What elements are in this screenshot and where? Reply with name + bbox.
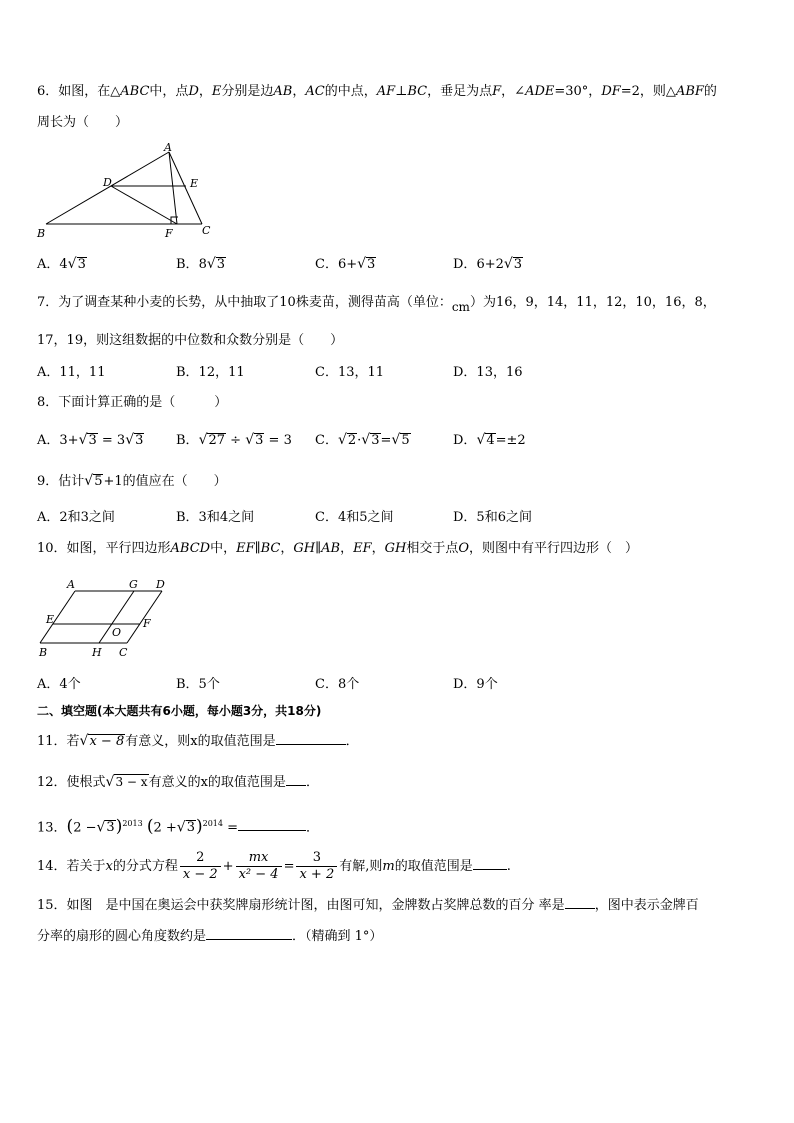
q12-stem: 12．使根式√3 − x有意义的x的取值范围是 ． (37, 774, 319, 790)
q8-option-c[interactable]: C．√2·√3=√5 (315, 432, 410, 448)
q8-option-b[interactable]: B．√27 ÷ √3 = 3 (176, 432, 292, 448)
fraction-2: $\frac{mx}{\text{x² − 4}}$ (236, 850, 282, 883)
q13-stem: 13．$(2 -√3)^{2013}$ $(2 +√3)^{2014}$ = ． (37, 816, 320, 837)
q6-stem-line2: 周长为（ ） (37, 115, 129, 130)
section-2-heading: 二、填空题(本大题共有6小题，每小题3分，共18分) (37, 704, 322, 718)
label-d: D (103, 176, 112, 189)
q10-option-b[interactable]: B．5个 (176, 677, 220, 692)
q15-answer-blank-2[interactable] (206, 927, 292, 940)
label-a: A (164, 141, 172, 154)
label-c: C (202, 224, 211, 237)
q9-stem: 9．估计√5+1的值应在（ ） (37, 473, 227, 489)
q12-answer-blank[interactable] (286, 773, 306, 786)
q9-option-a[interactable]: A．2和3之间 (37, 510, 115, 525)
q6-option-c[interactable]: C．6+√3 (315, 256, 376, 272)
label-a: A (67, 578, 75, 591)
q7-option-b[interactable]: B．12，11 (176, 365, 245, 380)
label-o: O (112, 626, 122, 639)
label-d: D (156, 578, 165, 591)
q10-parallelogram-figure (34, 574, 184, 660)
q10-option-a[interactable]: A．4个 (37, 677, 81, 692)
q6-option-d[interactable]: D．6+2√3 (453, 256, 523, 272)
q8-option-a[interactable]: A．3+√3 = 3√3 (37, 432, 144, 448)
q7-option-d[interactable]: D．13，16 (453, 365, 523, 380)
q6-stem-line1: 6．如图，在△ABC中，点D，E分别是边AB，AC的中点，AF⊥BC，垂足为点F，∠ADE=30°，DF=2，则△ABF的 (37, 84, 717, 99)
q13-answer-blank[interactable] (238, 818, 306, 831)
q9-option-c[interactable]: C．4和5之间 (315, 510, 394, 525)
q8-stem: 8．下面计算正确的是（ ） (37, 395, 228, 410)
label-c: C (119, 646, 128, 659)
q10-stem: 10．如图，平行四边形ABCD中，EF∥BC，GH∥AB，EF，GH相交于点O，则图中有平行四边形（ ） (37, 541, 639, 556)
q8-option-d[interactable]: D．√4=±2 (453, 432, 526, 448)
label-h: H (92, 646, 102, 659)
q15-stem-line2: 分率的扇形的圆心角度数约是 ．（精确到 1°） (37, 929, 383, 944)
q7-stem-line1: 7．为了调查某种小麦的长势，从中抽取了10株麦苗，测得苗高（单位：cm）为16，9，14，11，12，10，16，8， (37, 295, 716, 314)
fraction-3: $\frac{3}{x + 2}$ (296, 850, 337, 883)
label-f: F (165, 227, 173, 240)
segment-af (169, 152, 177, 224)
q15-stem-line1: 15．如图 是中国在奥运会中获奖牌扇形统计图，由图可知，金牌数占奖牌总数的百分 率是 ，图中表示金牌百 (37, 898, 699, 913)
q11-answer-blank[interactable] (276, 732, 346, 745)
q9-option-d[interactable]: D．5和6之间 (453, 510, 532, 525)
q7-stem-line2: 17，19，则这组数据的中位数和众数分别是（ ） (37, 333, 344, 348)
q9-option-b[interactable]: B．3和4之间 (176, 510, 255, 525)
segment-df (111, 186, 177, 224)
label-g: G (129, 578, 138, 591)
label-e: E (46, 613, 55, 626)
label-b: B (39, 646, 48, 659)
q6-triangle-figure (30, 140, 220, 240)
q15-answer-blank-1[interactable] (565, 896, 595, 909)
q14-answer-blank[interactable] (473, 849, 507, 870)
q10-option-c[interactable]: C．8个 (315, 677, 360, 692)
label-b: B (37, 227, 46, 240)
q7-option-c[interactable]: C．13，11 (315, 365, 385, 380)
q10-option-d[interactable]: D．9个 (453, 677, 498, 692)
label-e: E (190, 177, 199, 190)
q7-option-a[interactable]: A．11，11 (37, 365, 106, 380)
q6-option-a[interactable]: A．4√3 (37, 256, 86, 272)
fraction-1: $\frac{2}{x - 2}$ (180, 850, 221, 883)
label-f: F (143, 617, 151, 630)
q6-option-b[interactable]: B．8√3 (176, 256, 226, 272)
q11-stem: 11．若√x − 8有意义，则x的取值范围是 ． (37, 733, 359, 749)
q14-stem: 14．若关于x的分式方程 $\frac{2}{x - 2}$ + $\frac{mx}{\text{x² − 4}}$ = $\frac{3}{x + 2}$ 有解,则m的取值范围是 . (37, 850, 511, 882)
